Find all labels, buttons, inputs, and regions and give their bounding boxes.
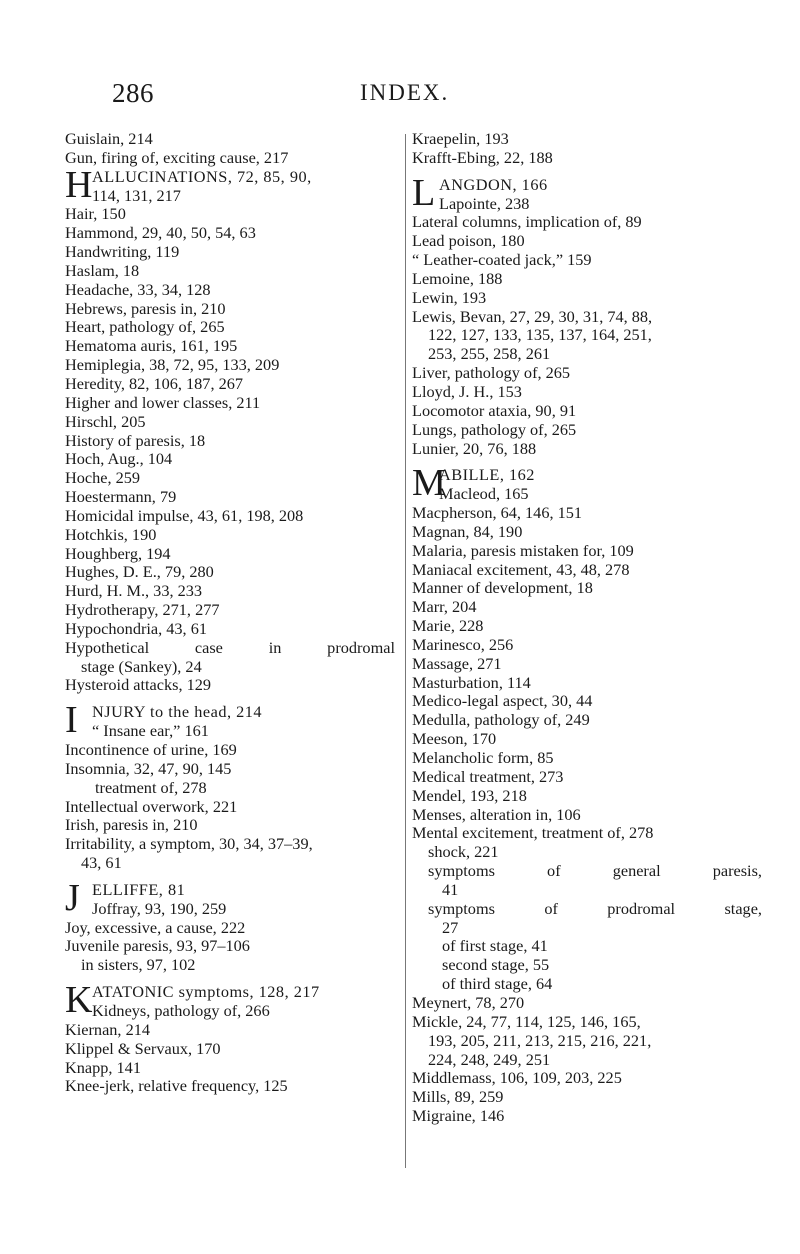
index-entry-justified — [65, 639, 405, 658]
index-entry: Malaria, paresis mistaken for, 109 — [412, 540, 634, 560]
index-entry: Menses, alteration in, 106 — [412, 804, 581, 824]
column-divider — [405, 134, 406, 1168]
index-entry: Middlemass, 106, 109, 203, 225 — [412, 1068, 622, 1088]
index-entry: Irritability, a symptom, 30, 34, 37–39, — [65, 834, 313, 854]
index-entry: Mendel, 193, 218 — [412, 785, 527, 805]
index-entry: Klippel & Servaux, 170 — [65, 1038, 221, 1058]
index-entry: Medico-legal aspect, 30, 44 — [412, 691, 593, 711]
index-entry: Melancholic form, 85 — [412, 748, 554, 767]
index-entry: Headache, 33, 34, 128 — [65, 279, 211, 299]
index-subentry: 43, 61 — [81, 853, 122, 873]
drop-cap-letter: H — [65, 163, 93, 206]
index-entry: ALLUCINATIONS, 72, 85, 90, — [92, 166, 312, 186]
letter-section-start — [412, 462, 772, 505]
index-entry: Hoch, Aug., 104 — [65, 449, 173, 469]
entry-word: symptoms — [428, 861, 495, 881]
index-subentry: in sisters, 97, 102 — [81, 955, 196, 975]
entry-word: prodromal — [607, 898, 676, 918]
index-subentry: 224, 248, 249, 251 — [428, 1049, 551, 1069]
index-subentry: 27 — [442, 917, 459, 937]
index-entry: “ Leather-coated jack,” 159 — [412, 250, 592, 270]
entry-word: in — [268, 637, 282, 657]
index-entry: Macleod, 165 — [439, 484, 529, 504]
drop-cap-letter: M — [412, 462, 446, 505]
letter-section-start — [65, 699, 405, 742]
entry-word: general — [612, 861, 661, 881]
index-entry: Irish, paresis in, 210 — [65, 815, 198, 835]
index-entry: NJURY to the head, 214 — [92, 702, 263, 722]
index-entry: Lemoine, 188 — [412, 268, 503, 288]
entry-word: symptoms — [428, 898, 495, 918]
index-entry: “ Insane ear,” 161 — [92, 721, 209, 741]
index-entry: Lapointe, 238 — [439, 193, 530, 213]
entry-word: of — [544, 898, 558, 918]
index-entry: Knapp, 141 — [65, 1057, 141, 1077]
index-column-left — [65, 130, 405, 1096]
entry-word: stage, — [724, 898, 762, 918]
letter-section-start — [412, 171, 772, 214]
index-entry: Massage, 271 — [412, 653, 502, 673]
letter-section-start — [65, 163, 405, 206]
index-entry: Handwriting, 119 — [65, 242, 180, 262]
index-entry: ELLIFFE, 81 — [92, 879, 186, 899]
index-entry: Kidneys, pathology of, 266 — [92, 1000, 270, 1020]
running-title: INDEX. — [360, 80, 450, 105]
index-entry: Marie, 228 — [412, 616, 484, 636]
index-entry: Lewis, Bevan, 27, 29, 30, 31, 74, 88, — [412, 306, 653, 326]
index-entry: Lead poison, 180 — [412, 231, 525, 251]
index-subentry: second stage, 55 — [442, 955, 550, 975]
index-entry: Incontinence of urine, 169 — [65, 740, 237, 759]
page-number: 286 — [112, 78, 154, 108]
index-column-right — [412, 130, 772, 1126]
index-entry: Hughes, D. E., 79, 280 — [65, 562, 214, 582]
index-entry: Krafft-Ebing, 22, 188 — [412, 147, 553, 167]
index-subentry: 122, 127, 133, 135, 137, 164, 251, — [428, 325, 652, 345]
index-entry: Magnan, 84, 190 — [412, 521, 523, 541]
index-entry: Joffray, 93, 190, 259 — [92, 898, 227, 918]
index-entry: Hemiplegia, 38, 72, 95, 133, 209 — [65, 355, 280, 375]
index-subentry: treatment of, 278 — [95, 777, 207, 797]
drop-cap-letter: L — [412, 171, 436, 214]
index-entry: Lloyd, J. H., 153 — [412, 381, 522, 401]
index-entry: Macpherson, 64, 146, 151 — [412, 503, 583, 523]
index-entry: Juvenile paresis, 93, 97–106 — [65, 936, 250, 956]
index-entry: Kiernan, 214 — [65, 1019, 150, 1039]
index-entry: Hebrews, paresis in, 210 — [65, 298, 226, 318]
index-entry: Joy, excessive, a cause, 222 — [65, 917, 246, 937]
entry-word: Hypothetical — [65, 637, 150, 657]
index-entry: ATATONIC symptoms, 128, 217 — [92, 982, 320, 1002]
index-entry: Lewin, 193 — [412, 287, 487, 307]
index-entry: Hammond, 29, 40, 50, 54, 63 — [65, 223, 256, 243]
index-entry: Hair, 150 — [65, 204, 126, 224]
index-entry: 114, 131, 217 — [92, 185, 181, 205]
entry-word: of — [547, 861, 561, 881]
index-subentry: stage (Sankey), 24 — [81, 656, 202, 676]
index-entry: Heart, pathology of, 265 — [65, 317, 225, 337]
index-entry: Houghberg, 194 — [65, 543, 171, 563]
drop-cap-letter: I — [65, 699, 78, 742]
index-entry: History of paresis, 18 — [65, 430, 206, 450]
index-subentry: of first stage, 41 — [442, 936, 548, 956]
index-entry: Higher and lower classes, 211 — [65, 392, 261, 412]
index-entry: Lateral columns, implication of, 89 — [412, 212, 642, 232]
index-entry: Meeson, 170 — [412, 729, 497, 749]
index-entry: Maniacal excitement, 43, 48, 278 — [412, 559, 630, 579]
index-entry: Lungs, pathology of, 265 — [412, 419, 577, 439]
index-entry: Locomotor ataxia, 90, 91 — [412, 400, 577, 420]
index-entry: Hurd, H. M., 33, 233 — [65, 581, 203, 601]
index-entry: Heredity, 82, 106, 187, 267 — [65, 373, 244, 393]
index-entry-justified — [412, 862, 772, 881]
index-subentry: of third stage, 64 — [442, 974, 553, 994]
index-entry: Guislain, 214 — [65, 129, 153, 148]
index-entry: Hoestermann, 79 — [65, 487, 177, 507]
index-entry: Lunier, 20, 76, 188 — [412, 438, 537, 458]
index-entry: Kraepelin, 193 — [412, 129, 509, 148]
index-subentry: 41 — [442, 879, 459, 899]
index-entry: Intellectual overwork, 221 — [65, 796, 238, 816]
index-entry: Medulla, pathology of, 249 — [412, 710, 590, 730]
index-entry: Gun, firing of, exciting cause, 217 — [65, 147, 289, 167]
index-entry: Hydrotherapy, 271, 277 — [65, 600, 220, 620]
index-entry: Hysteroid attacks, 129 — [65, 675, 212, 695]
index-entry: Mills, 89, 259 — [412, 1087, 504, 1107]
drop-cap-letter: K — [65, 979, 93, 1022]
index-entry: Manner of development, 18 — [412, 578, 593, 598]
index-entry-justified — [412, 900, 772, 919]
index-entry: Mickle, 24, 77, 114, 125, 146, 165, — [412, 1011, 641, 1031]
index-entry: Hoche, 259 — [65, 468, 141, 488]
letter-section-start — [65, 979, 405, 1022]
entry-word: case — [194, 637, 223, 657]
index-subentry: shock, 221 — [428, 842, 499, 862]
page-header — [0, 78, 800, 118]
entry-word: paresis, — [712, 861, 762, 881]
entry-word: prodromal — [327, 637, 395, 657]
index-entry: Homicidal impulse, 43, 61, 198, 208 — [65, 505, 304, 525]
index-entry: Marr, 204 — [412, 597, 477, 617]
index-entry: Insomnia, 32, 47, 90, 145 — [65, 758, 232, 778]
index-entry: ABILLE, 162 — [439, 465, 535, 485]
index-entry: Medical treatment, 273 — [412, 766, 564, 786]
index-entry: Liver, pathology of, 265 — [412, 363, 571, 383]
index-entry: Knee-jerk, relative frequency, 125 — [65, 1076, 288, 1096]
index-entry: Hirschl, 205 — [65, 411, 146, 431]
index-entry: Hematoma auris, 161, 195 — [65, 336, 238, 356]
index-subentry: 253, 255, 258, 261 — [428, 344, 551, 364]
drop-cap-letter: J — [65, 876, 80, 919]
index-entry: ANGDON, 166 — [439, 174, 548, 194]
index-entry: Migraine, 146 — [412, 1106, 505, 1126]
letter-section-start — [65, 876, 405, 919]
index-entry: Hotchkis, 190 — [65, 524, 157, 544]
index-subentry: 193, 205, 211, 213, 215, 216, 221, — [428, 1030, 652, 1050]
index-entry: Haslam, 18 — [65, 260, 140, 280]
index-entry: Hypochondria, 43, 61 — [65, 618, 207, 638]
index-entry: Meynert, 78, 270 — [412, 992, 525, 1012]
index-entry: Marinesco, 256 — [412, 634, 514, 654]
index-entry: Mental excitement, treatment of, 278 — [412, 823, 654, 843]
index-entry: Masturbation, 114 — [412, 672, 531, 692]
